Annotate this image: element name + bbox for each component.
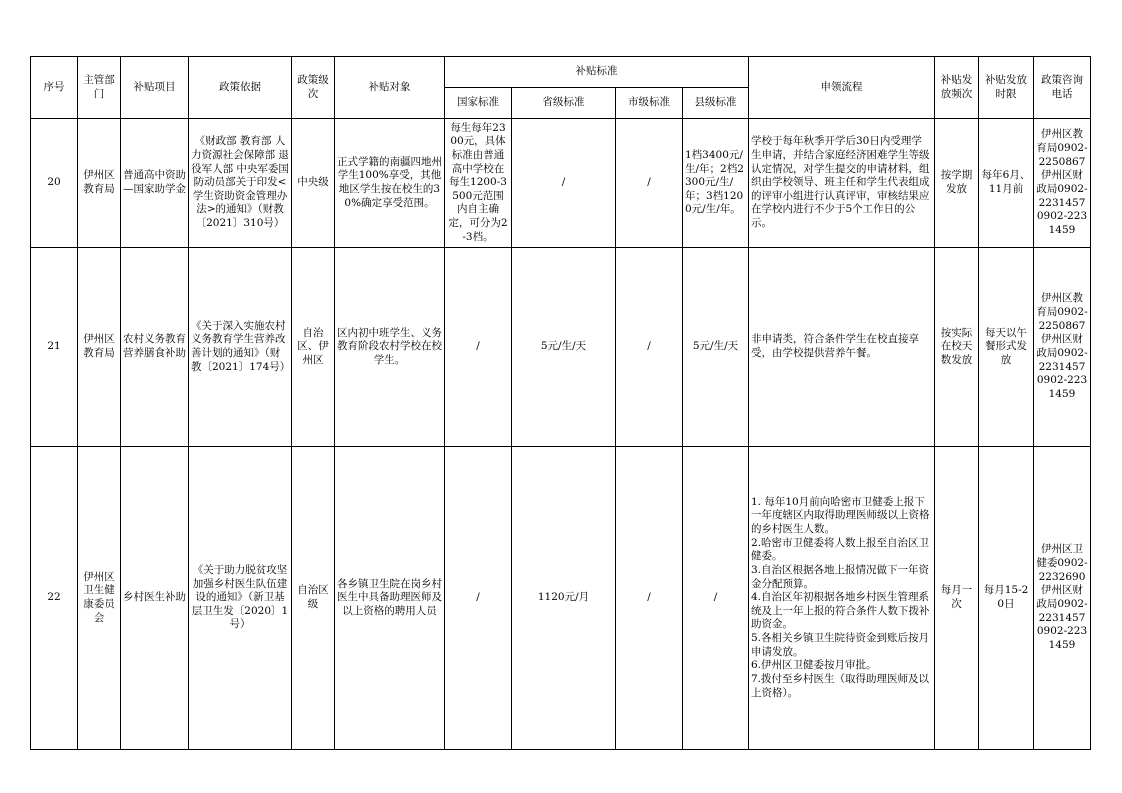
header-phone: 政策咨询电话 (1034, 57, 1091, 119)
process-step: 7.拨付至乡村医生（取得助理医师及以上资格）。 (751, 673, 930, 699)
header-level: 政策级次 (292, 57, 335, 119)
cell-level: 自治区、伊州区 (292, 248, 335, 447)
process-step: 2.哈密市卫健委将人数上报至自治区卫健委。 (751, 536, 930, 563)
process-step: 4.自治区年初根据各地乡村医生管理系统及上一年上报的符合条件人数下拨补助资金。 (751, 591, 930, 631)
cell-basis: 《关于深入实施农村义务教育学生营养改善计划的通知》（财教〔2021〕174号） (189, 248, 292, 447)
phone-line: 伊州区卫健委0902-2232690 (1036, 543, 1088, 583)
header-basis: 政策依据 (189, 57, 292, 119)
cell-frequency: 按实际在校天数发放 (935, 248, 979, 447)
cell-seq: 22 (31, 447, 78, 750)
process-step: 6.伊州区卫健委按月审批。 (751, 659, 877, 672)
cell-level: 中央级 (292, 119, 335, 248)
cell-seq: 21 (31, 248, 78, 447)
cell-phone (1034, 119, 1091, 248)
header-target: 补贴对象 (335, 57, 445, 119)
header-national: 国家标准 (445, 88, 512, 119)
phone-line: 0902-2231459 (1036, 210, 1088, 236)
phone-line: 伊州区财政局0902-2231457 (1036, 169, 1088, 209)
cell-municipal: / (616, 248, 683, 447)
table-row (31, 447, 1091, 750)
phone-line: 伊州区财政局0902-2231457 (1036, 584, 1088, 624)
phone-line: 0902-2231459 (1036, 625, 1088, 651)
table-row (31, 119, 1091, 248)
cell-target: 各乡镇卫生院在岗乡村医生中具备助理医师及以上资格的聘用人员 (335, 447, 445, 750)
header-item: 补贴项目 (121, 57, 189, 119)
cell-municipal: / (616, 119, 683, 248)
header-provincial: 省级标准 (512, 88, 616, 119)
cell-deadline: 每年6月、11月前 (979, 119, 1034, 248)
cell-deadline: 每天以午餐形式发放 (979, 248, 1034, 447)
cell-process: 非申请类，符合条件学生在校直接享受，由学校提供营养午餐。 (749, 248, 935, 447)
header-process: 申领流程 (749, 57, 935, 119)
phone-line: 伊州区教育局0902-2250867 (1036, 128, 1088, 168)
cell-county: 5元/生/天 (683, 248, 749, 447)
header-frequency: 补贴发放频次 (935, 57, 979, 119)
cell-provincial: 5元/生/天 (512, 248, 616, 447)
header-row (31, 57, 1091, 88)
cell-dept: 伊州区教育局 (78, 119, 121, 248)
cell-phone (1034, 447, 1091, 750)
cell-deadline: 每月15-20日 (979, 447, 1034, 750)
cell-item: 普通高中资助—国家助学金 (121, 119, 189, 248)
header-standard: 补贴标准 (445, 57, 749, 88)
cell-seq: 20 (31, 119, 78, 248)
cell-level: 自治区级 (292, 447, 335, 750)
header-county: 县级标准 (683, 88, 749, 119)
process-step: 1. 每年10月前向哈密市卫健委上报下一年度辖区内取得助理医师级以上资格的乡村医生人数。 (751, 495, 930, 535)
cell-county: 1档3400元/生/年；2档2300元/生/年；3档1200元/生/年。 (683, 119, 749, 248)
process-step: 3.自治区根据各地上报情况做下一年资金分配预算。 (751, 563, 930, 590)
cell-county: / (683, 447, 749, 750)
cell-frequency: 每月一次 (935, 447, 979, 750)
header-dept: 主管部门 (78, 57, 121, 119)
cell-dept: 伊州区卫生健康委员会 (78, 447, 121, 750)
cell-provincial: / (512, 119, 616, 248)
cell-frequency: 按学期发放 (935, 119, 979, 248)
cell-process (749, 447, 935, 750)
cell-process: 学校于每年秋季开学后30日内受理学生申请，并结合家庭经济困难学生等级认定情况，对学生提交的申请材料，组织由学校领导、班主任和学生代表组成的评审小组进行认真评审，审核结果应在学校内进行不少于5个工作日的公示。 (749, 119, 935, 248)
header-seq: 序号 (31, 57, 78, 119)
cell-national: / (445, 248, 512, 447)
cell-dept: 伊州区教育局 (78, 248, 121, 447)
header-deadline: 补贴发放时限 (979, 57, 1034, 119)
table-row (31, 248, 1091, 447)
phone-line: 伊州区教育局0902-2250867 (1036, 292, 1088, 332)
cell-target: 区内初中班学生、义务教育阶段农村学校在校学生。 (335, 248, 445, 447)
cell-provincial: 1120元/月 (512, 447, 616, 750)
cell-basis: 《财政部 教育部 人力资源社会保障部 退役军人部 中央军委国防动员部关于印发<学生资助资金管理办法>的通知》（财教〔2021〕310号） (189, 119, 292, 248)
header-municipal: 市级标准 (616, 88, 683, 119)
phone-line: 伊州区财政局0902-2231457 (1036, 333, 1088, 373)
cell-item: 乡村医生补助 (121, 447, 189, 750)
cell-target: 正式学籍的南疆四地州学生100%享受，其他地区学生按在校生的30%确定享受范围。 (335, 119, 445, 248)
process-step: 5.各相关乡镇卫生院待资金到账后按月申请发放。 (751, 632, 930, 658)
phone-line: 0902-2231459 (1036, 374, 1088, 400)
subsidy-policy-table (30, 56, 1091, 750)
cell-national: / (445, 447, 512, 750)
cell-basis: 《关于助力脱贫攻坚加强乡村医生队伍建设的通知》（新卫基层卫生发〔2020〕1号） (189, 447, 292, 750)
cell-municipal: / (616, 447, 683, 750)
cell-item: 农村义务教育营养膳食补助 (121, 248, 189, 447)
cell-national: 每生每年2300元，具体标准由普通高中学校在每生1200-3500元范围内自主确定，可分为2-3档。 (445, 119, 512, 248)
cell-phone (1034, 248, 1091, 447)
